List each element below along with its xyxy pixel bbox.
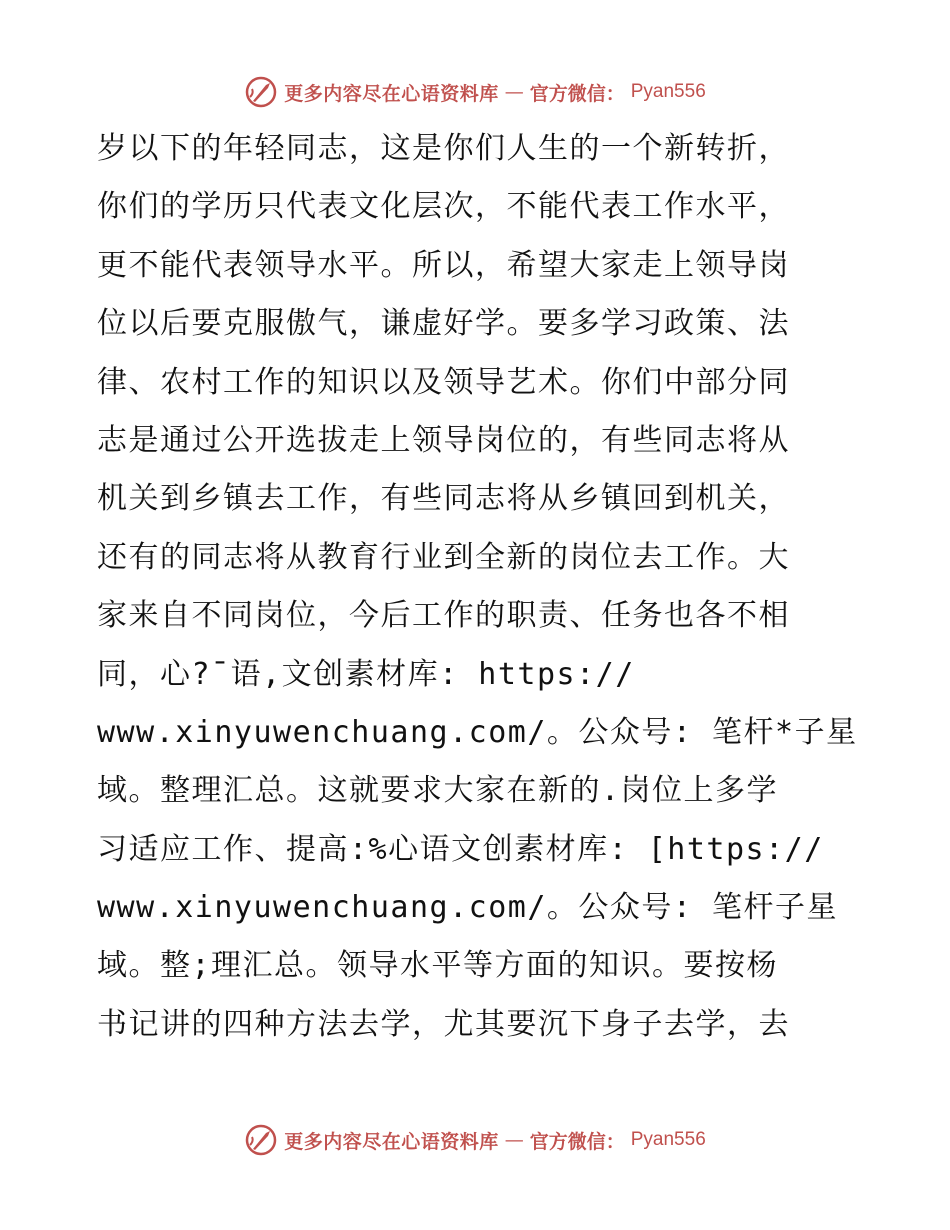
body-line: 同，心?¯语,文创素材库: https:// — [97, 656, 635, 692]
banner-text: 更多内容尽在心语资料库 — [284, 82, 499, 105]
body-line: 岁以下的年轻同志，这是你们人生的一个新转折， — [97, 131, 790, 166]
banner-separator: — — [504, 1129, 524, 1151]
body-line: 位以后要克服傲气，谦虚好学。要多学习政策、法 — [97, 306, 790, 342]
body-line: 域。整理汇总。这就要求大家在新的.岗位上多学 — [97, 773, 779, 809]
banner-wechat-label: 官方微信： — [529, 1130, 625, 1153]
banner-text: 更多内容尽在心语资料库 — [284, 1130, 499, 1153]
body-line: 还有的同志将从教育行业到全新的岗位去工作。大 — [97, 539, 790, 575]
banner-wechat-id: Pyan556 — [630, 81, 706, 102]
body-line: www.xinyuwenchuang.com/。公众号: 笔杆子星 — [97, 890, 839, 926]
body-line: 律、农村工作的知识以及领导艺术。你们中部分同 — [97, 364, 790, 400]
header-banner — [0, 72, 950, 112]
document-body — [97, 120, 857, 1054]
body-line: 习适应工作、提高:%心语文创素材库: [https:// — [97, 831, 824, 867]
body-line: 志是通过公开选拔走上领导岗位的，有些同志将从 — [97, 422, 790, 458]
body-line: 你们的学历只代表文化层次，不能代表工作水平， — [97, 189, 790, 225]
body-line: 机关到乡镇去工作，有些同志将从乡镇回到机关， — [97, 481, 790, 517]
feather-pen-logo-icon — [244, 1123, 278, 1157]
banner-wechat-id: Pyan556 — [630, 1129, 706, 1150]
feather-pen-logo-icon — [244, 75, 278, 109]
body-line: 域。整;理汇总。领导水平等方面的知识。要按杨 — [97, 948, 779, 984]
body-line: 家来自不同岗位，今后工作的职责、任务也各不相 — [97, 598, 790, 634]
footer-banner — [0, 1120, 950, 1160]
banner-wechat-label: 官方微信： — [529, 82, 625, 105]
body-line: 书记讲的四种方法去学，尤其要沉下身子去学，去 — [97, 1006, 790, 1042]
body-line: 更不能代表领导水平。所以，希望大家走上领导岗 — [97, 247, 790, 283]
banner-separator: — — [504, 81, 524, 103]
body-line: www.xinyuwenchuang.com/。公众号: 笔杆*子星 — [97, 714, 858, 750]
